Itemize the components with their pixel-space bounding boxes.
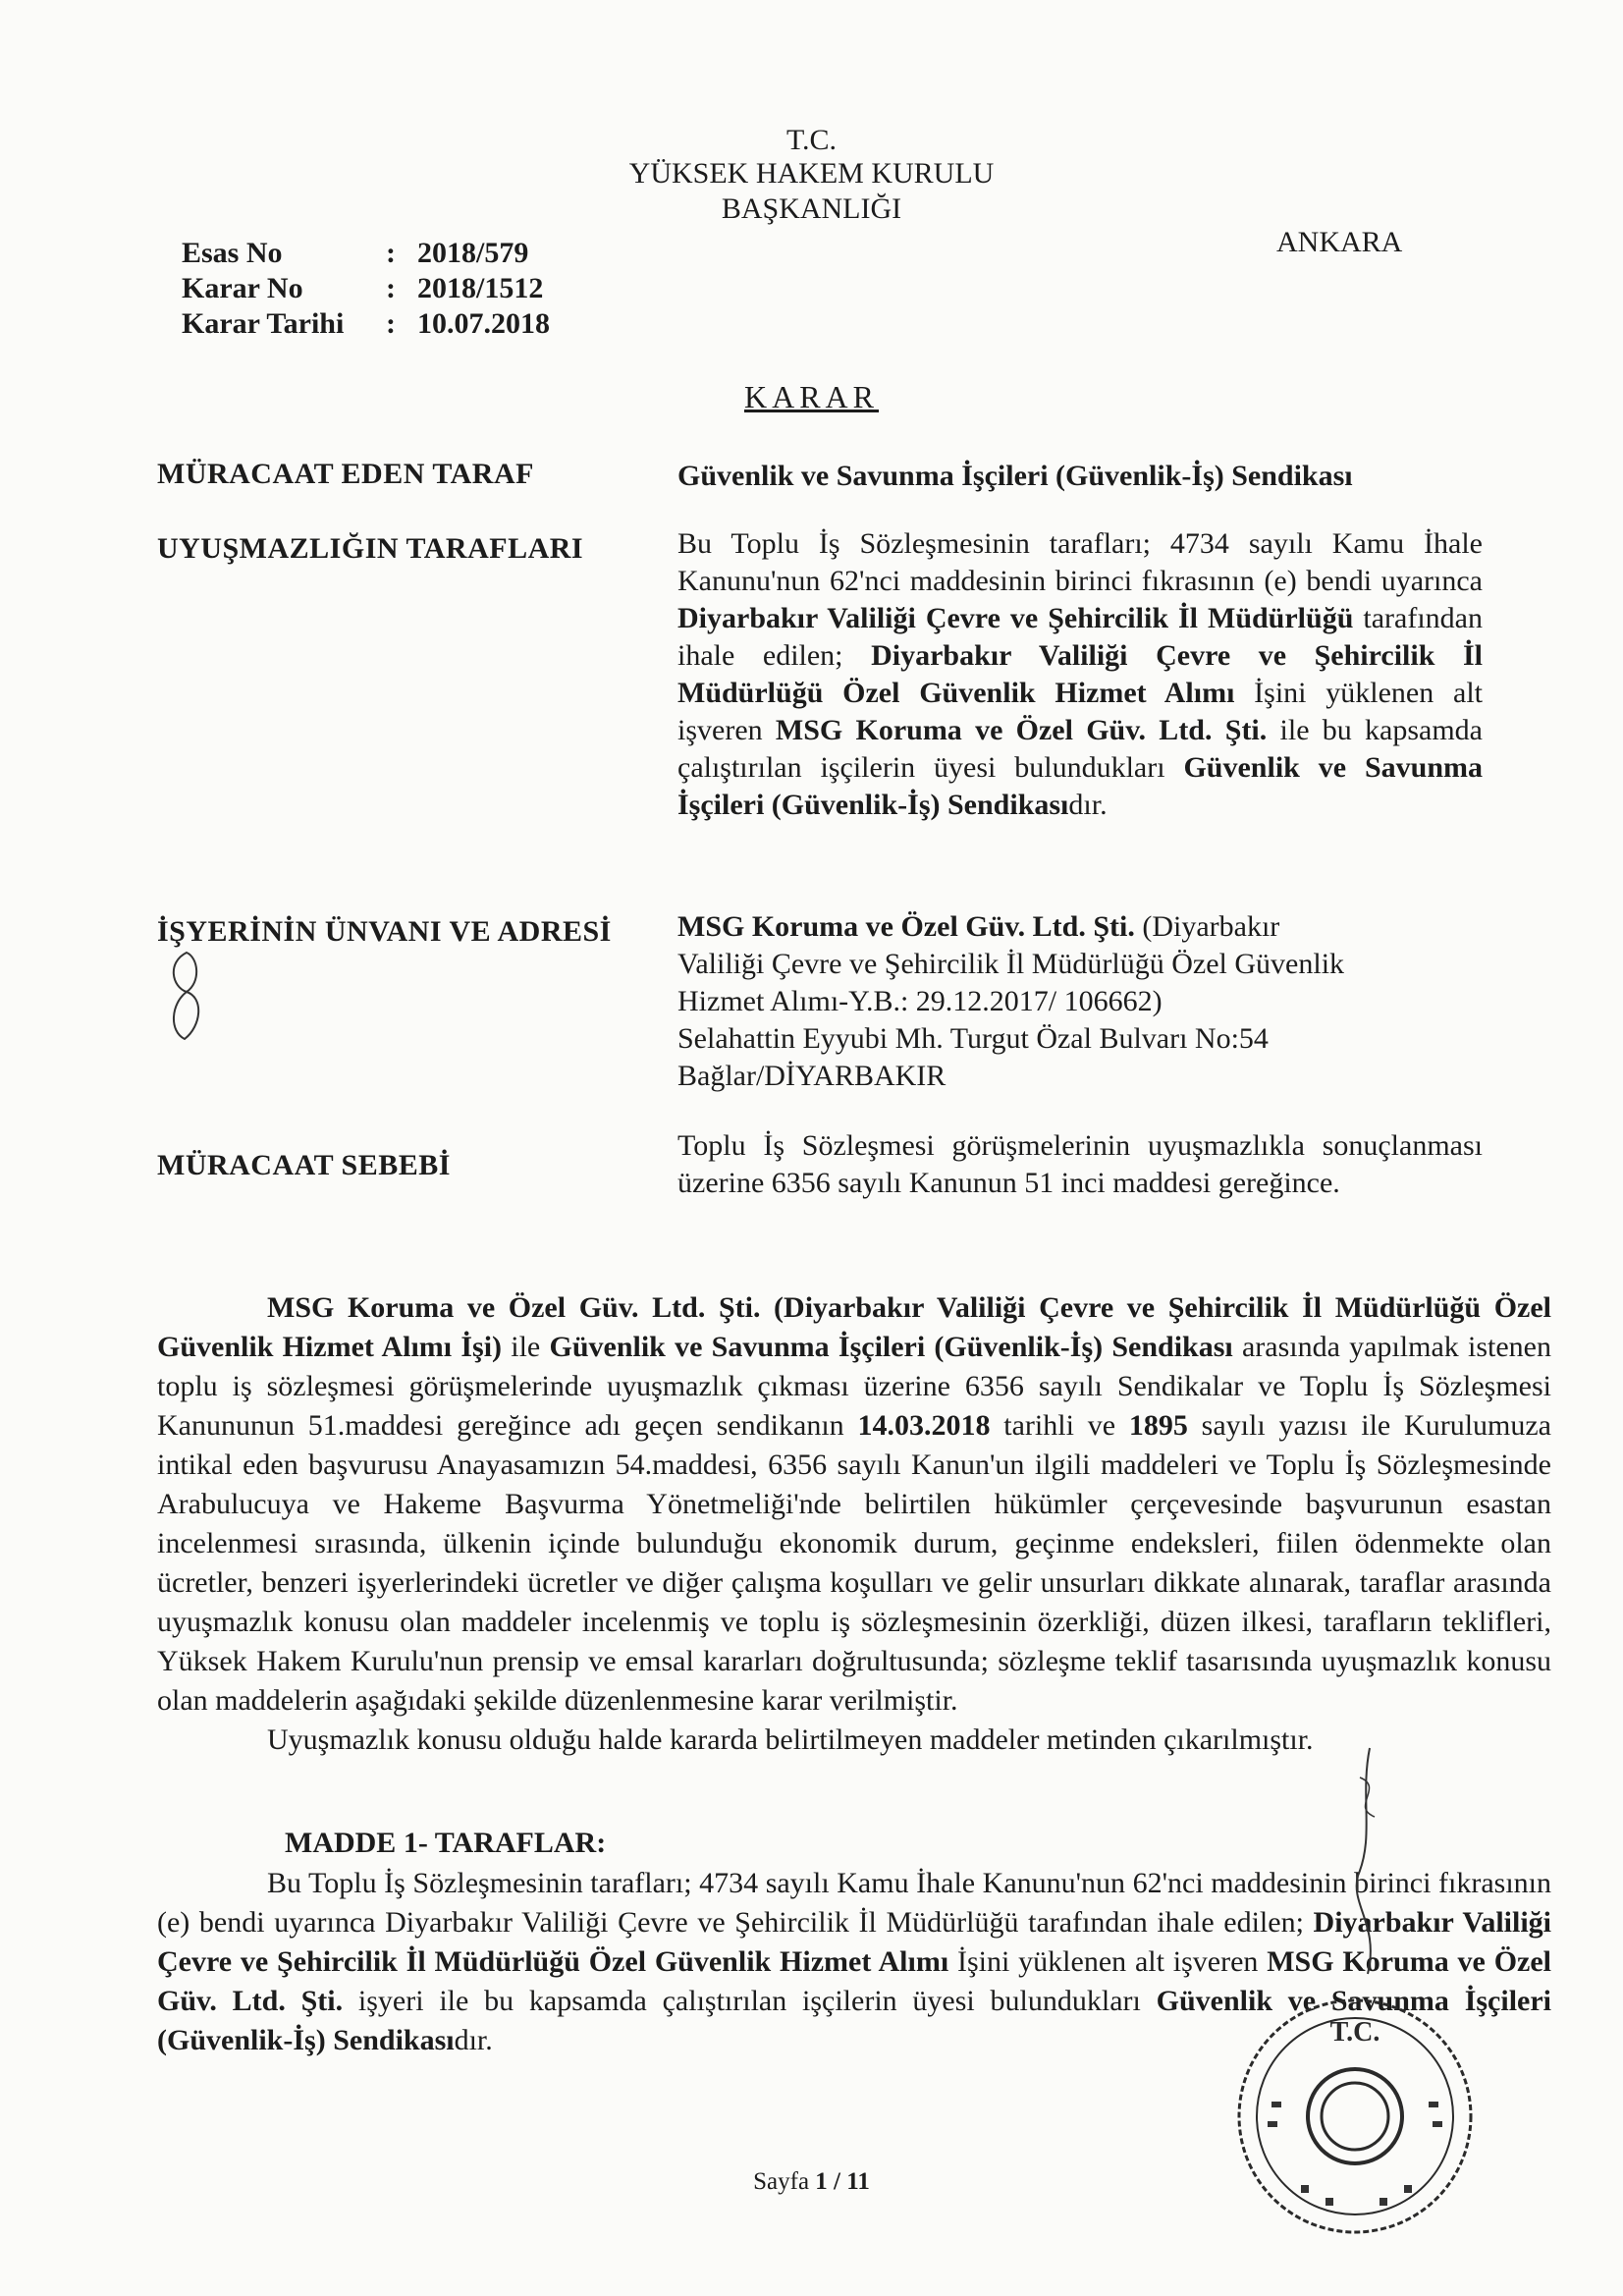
header-presidency: BAŞKANLIĞI bbox=[721, 192, 902, 225]
handwritten-mark-icon bbox=[157, 943, 216, 1051]
meta-label: Karar No bbox=[182, 272, 303, 304]
body-paragraph-2: Uyuşmazlık konusu olduğu halde kararda belirtilmeyen maddeler metinden çıkarılmıştır. bbox=[267, 1723, 1314, 1756]
taraflar-label: UYUŞMAZLIĞIN TARAFLARI bbox=[157, 532, 584, 565]
bold-run: Diyarbakır Valiliği Çevre ve Şehircilik İl Müdürlüğü bbox=[677, 602, 1354, 634]
bold-run: Diyarbakır Valiliği Çevre ve Şehircilik İl Müdürlüğü Özel Güvenlik Hizmet Alımı bbox=[677, 639, 1484, 709]
bold-run: MSG Koruma ve Özel Güv. Ltd. Şti. bbox=[677, 910, 1135, 943]
bold-run: Güvenlik ve Savunma İşçileri (Güvenlik-İş) Sendikası bbox=[549, 1331, 1233, 1363]
text-run: dır. bbox=[454, 2024, 493, 2056]
sebep-value: Toplu İş Sözleşmesi görüşmelerinin uyuşmazlıkla sonuçlanması üzerine 6356 sayılı Kanunun 51 inci maddesi gereğince. bbox=[677, 1129, 1483, 1199]
body-paragraph-1 bbox=[157, 1288, 1551, 1721]
bold-run: MSG Koruma ve Özel Güv. Ltd. Şti. (Diyarbakır Valiliği Çevre ve Şehircilik İl Müdürlüğü Özel Güvenlik Hizmet Alımı İşi) bbox=[157, 1291, 1551, 1363]
meta-sep: : bbox=[386, 272, 396, 304]
bold-run: 14.03.2018 bbox=[857, 1409, 991, 1442]
text-run: İşini yüklenen alt işveren bbox=[948, 1945, 1268, 1978]
header-tc: T.C. bbox=[785, 124, 838, 156]
muracaat-eden-value: Güvenlik ve Savunma İşçileri (Güvenlik-İş) Sendikası bbox=[677, 460, 1353, 492]
text-run: tarafından ihale edilen; bbox=[677, 602, 1483, 672]
meta-esas-row bbox=[182, 236, 550, 271]
meta-label: Karar Tarihi bbox=[182, 307, 345, 340]
meta-karar-row bbox=[182, 271, 550, 306]
meta-sep: : bbox=[386, 237, 396, 269]
header-institution: YÜKSEK HAKEM KURULU bbox=[628, 157, 995, 190]
bold-run: Güvenlik ve Savunma İşçileri (Güvenlik-İş) Sendikası bbox=[677, 751, 1483, 821]
body-text bbox=[157, 1288, 1551, 1760]
muracaat-eden-label: MÜRACAAT EDEN TARAF bbox=[157, 458, 534, 490]
official-seal-icon bbox=[1232, 1994, 1478, 2239]
bold-run: 1895 bbox=[1128, 1409, 1188, 1442]
meta-value: 10.07.2018 bbox=[417, 307, 550, 340]
text-run: ile bu kapsamda çalıştırılan işçilerin üyesi bulundukları bbox=[677, 714, 1483, 784]
signature-icon bbox=[1330, 1738, 1409, 1984]
bold-run: MSG Koruma ve Özel Güv. Ltd. Şti. bbox=[775, 714, 1268, 746]
taraflar-value bbox=[677, 525, 1483, 824]
madde-1-title: MADDE 1- TARAFLAR: bbox=[285, 1827, 607, 1859]
isyeri-value bbox=[677, 908, 1483, 1095]
sebep-label: MÜRACAAT SEBEBİ bbox=[157, 1149, 451, 1181]
footer-prefix: Sayfa bbox=[753, 2168, 816, 2195]
meta-tarih-row bbox=[182, 306, 550, 342]
text-run: işyeri ile bu kapsamda çalıştırılan işçilerin üyesi bulundukları bbox=[343, 1985, 1157, 2017]
text-run: Bu Toplu İş Sözleşmesinin tarafları; 4734 sayılı Kamu İhale Kanunu'nun 62'nci maddesinin birinci fıkrasının (e) bendi uyarınca Diyarbakır Valiliği Çevre ve Şehircilik İl Müdürlüğü tarafından ihale edilen; bbox=[157, 1867, 1551, 1939]
meta-block bbox=[182, 236, 550, 342]
seal-text: T.C. bbox=[1329, 2017, 1380, 2048]
meta-label: Esas No bbox=[182, 237, 283, 269]
address-line: Bağlar/DİYARBAKIR bbox=[677, 1060, 947, 1092]
address-line: Valiliği Çevre ve Şehircilik İl Müdürlüğü Özel Güvenlik bbox=[677, 948, 1345, 980]
address-line: Selahattin Eyyubi Mh. Turgut Özal Bulvarı No:54 bbox=[677, 1022, 1269, 1055]
text-run: (Diyarbakır bbox=[1134, 910, 1280, 943]
meta-value: 2018/1512 bbox=[417, 272, 544, 304]
text-run: arasında yapılmak istenen toplu iş sözleşmesi görüşmelerinde uyuşmazlık çıkması üzerine 6356 sayılı Sendikalar ve Toplu İş Sözleşmesi Kanununun 51.maddesi gereğince adı geçen sendikanın bbox=[157, 1331, 1551, 1442]
text-run: sayılı yazısı ile Kurulumuza intikal eden başvurusu Anayasamızın 54.maddesi, 6356 sayılı Kanun'un ilgili maddeleri ve Toplu İş Sözleşmesinde Arabulucuya ve Hakeme Başvurma Yönetmeliği'nde belirtilen hükümler çerçevesinde başvurunun esastan incelenmesi sırasında, ülkenin içinde bulunduğu ekonomik durum, geçinme endeksleri, fiilen ödenmekte olan ücretler, benzeri işyerlerindeki ücretler ve diğer çalışma koşulları ve gelir unsurları dikkate alınarak, taraflar arasında uyuşmazlık konusu olan maddeler incelenmiş ve toplu iş sözleşmesinin özerkliği, düzen ilkesi, tarafların teklifleri, Yüksek Hakem Kurulu'nun prensip ve emsal kararları doğrultusunda; sözleşme teklif tasarısında uyuşmazlık konusu olan maddelerin aşağıdaki şekilde düzenlenmesine karar verilmiştir. bbox=[157, 1409, 1551, 1717]
bold-run: Diyarbakır Valiliği Çevre ve Şehircilik İl Müdürlüğü Özel Güvenlik Hizmet Alımı bbox=[157, 1906, 1551, 1978]
bold-run: Güvenlik ve Savunma İşçileri (Güvenlik-İş) Sendikası bbox=[157, 1985, 1551, 2056]
text-run: dır. bbox=[1068, 789, 1108, 821]
text-run: ile bbox=[502, 1331, 550, 1363]
meta-value: 2018/579 bbox=[417, 237, 529, 269]
header-city: ANKARA bbox=[1276, 226, 1403, 258]
bold-run: MSG Koruma ve Özel Güv. Ltd. Şti. bbox=[157, 1945, 1551, 2017]
document-title: KARAR bbox=[743, 379, 879, 414]
page-number: 1 / 11 bbox=[815, 2168, 870, 2195]
page-footer bbox=[0, 2168, 1623, 2196]
address-line: Hizmet Alımı-Y.B.: 29.12.2017/ 106662) bbox=[677, 985, 1163, 1017]
text-run: İşini yüklenen alt işveren bbox=[677, 677, 1483, 746]
text-run: tarihli ve bbox=[990, 1409, 1129, 1442]
text-run: Bu Toplu İş Sözleşmesinin tarafları; 4734 sayılı Kamu İhale Kanunu'nun 62'nci maddesinin birinci fıkrasının (e) bendi uyarınca bbox=[677, 527, 1483, 597]
meta-sep: : bbox=[386, 307, 396, 340]
isyeri-label: İŞYERİNİN ÜNVANI VE ADRESİ bbox=[157, 915, 612, 948]
